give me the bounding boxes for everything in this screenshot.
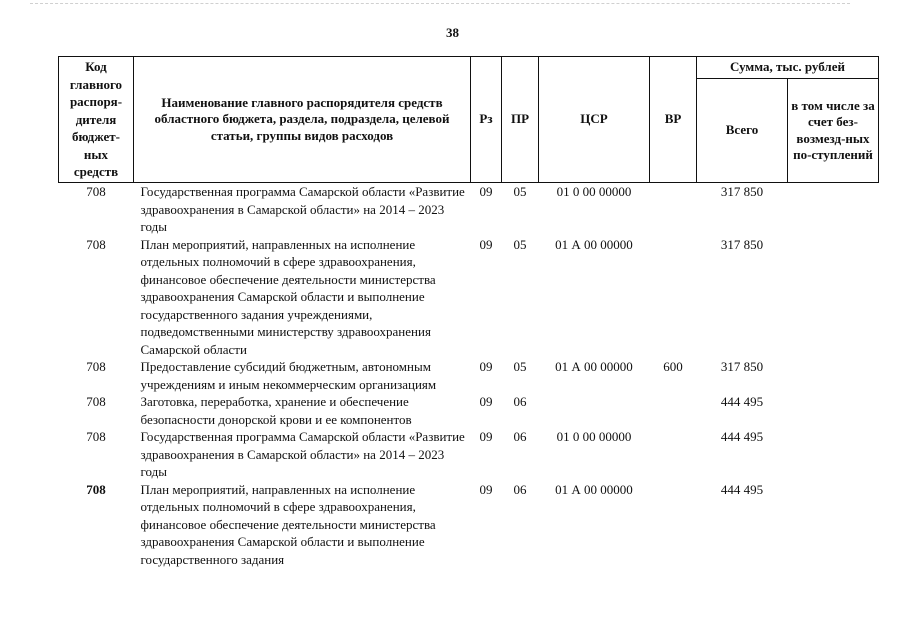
scan-edge — [30, 3, 850, 5]
header-total: Всего — [697, 79, 788, 183]
table-row — [59, 481, 879, 569]
header-incl: в том числе за счет без-возмезд-ных по-ступлений — [788, 79, 879, 183]
header-pr: ПР — [502, 57, 539, 183]
cell-vr — [650, 428, 697, 481]
cell-name: План мероприятий, направленных на исполнение отдельных полномочий в сфере здравоохранения, финансовое обеспечение деятельности министерства здравоохранения Самарской области и выполнение государственного задания — [140, 481, 436, 567]
cell-rz: 09 — [479, 429, 493, 444]
cell-name: План мероприятий, направленных на исполнение отдельных полномочий в сфере здравоохранения, финансовое обеспечение деятельности министерства здравоохранения Самарской области и выполнение государственного задания учреждениями, подведомственными министерству здравоохранения Самарской области — [140, 236, 436, 357]
cell-rz: 09 — [479, 184, 493, 199]
cell-code: 708 — [86, 184, 106, 199]
table-header — [59, 57, 879, 183]
cell-csr: 01 А 00 00000 — [555, 236, 633, 252]
cell-incl — [788, 393, 879, 428]
cell-code: 708 — [86, 481, 106, 497]
cell-incl — [788, 428, 879, 481]
cell-csr: 01 А 00 00000 — [555, 359, 633, 374]
cell-name: Заготовка, переработка, хранение и обеспечение безопасности донорской крови и ее компонентов — [140, 394, 412, 427]
cell-rz: 09 — [479, 394, 493, 409]
table-body — [59, 183, 879, 569]
cell-vr: 600 — [663, 359, 683, 374]
cell-pr: 05 — [513, 236, 527, 252]
cell-name: Государственная программа Самарской области «Развитие здравоохранения в Самарской области» на 2014 – 2023 годы — [140, 429, 465, 479]
table-row — [59, 358, 879, 393]
cell-pr: 06 — [513, 394, 527, 409]
cell-csr: 01 0 00 00000 — [556, 429, 632, 444]
cell-pr: 06 — [513, 429, 527, 444]
cell-pr: 05 — [513, 359, 527, 374]
cell-name: Предоставление субсидий бюджетным, автономным учреждениям и иным некоммерческим организациям — [140, 359, 437, 392]
cell-incl — [788, 236, 879, 359]
cell-total: 444 495 — [720, 481, 764, 497]
cell-rz: 09 — [479, 481, 493, 497]
table-row — [59, 393, 879, 428]
cell-total: 317 850 — [720, 359, 764, 374]
cell-rz: 09 — [479, 236, 493, 252]
cell-total: 317 850 — [720, 184, 764, 199]
cell-incl — [788, 481, 879, 569]
header-code: Код главного распоря-дителя бюджет-ных средств — [59, 57, 134, 183]
header-csr: ЦСР — [539, 57, 650, 183]
table-row — [59, 428, 879, 481]
budget-table — [58, 56, 879, 568]
cell-code: 708 — [86, 236, 106, 252]
cell-rz: 09 — [479, 359, 493, 374]
cell-vr — [650, 236, 697, 359]
header-name: Наименование главного распорядителя средств областного бюджета, раздела, подраздела, целевой статьи, группы видов расходов — [134, 57, 471, 183]
table-row — [59, 236, 879, 359]
cell-csr — [539, 393, 650, 428]
header-vr: ВР — [650, 57, 697, 183]
cell-vr — [650, 393, 697, 428]
table-row — [59, 183, 879, 236]
cell-total: 444 495 — [720, 429, 764, 444]
cell-vr — [650, 481, 697, 569]
cell-csr: 01 А 00 00000 — [555, 481, 633, 497]
cell-incl — [788, 358, 879, 393]
cell-total: 444 495 — [720, 394, 764, 409]
cell-code: 708 — [86, 359, 106, 374]
cell-code: 708 — [86, 429, 106, 444]
page-number: 38 — [446, 25, 459, 40]
header-sum: Сумма, тыс. рублей — [697, 57, 879, 79]
cell-pr: 06 — [513, 481, 527, 497]
header-rz: Рз — [471, 57, 502, 183]
cell-incl — [788, 183, 879, 236]
cell-csr: 01 0 00 00000 — [556, 184, 632, 199]
cell-vr — [650, 183, 697, 236]
cell-total: 317 850 — [720, 236, 764, 252]
cell-code: 708 — [86, 394, 106, 409]
cell-pr: 05 — [513, 184, 527, 199]
cell-name: Государственная программа Самарской области «Развитие здравоохранения в Самарской области» на 2014 – 2023 годы — [140, 184, 465, 234]
